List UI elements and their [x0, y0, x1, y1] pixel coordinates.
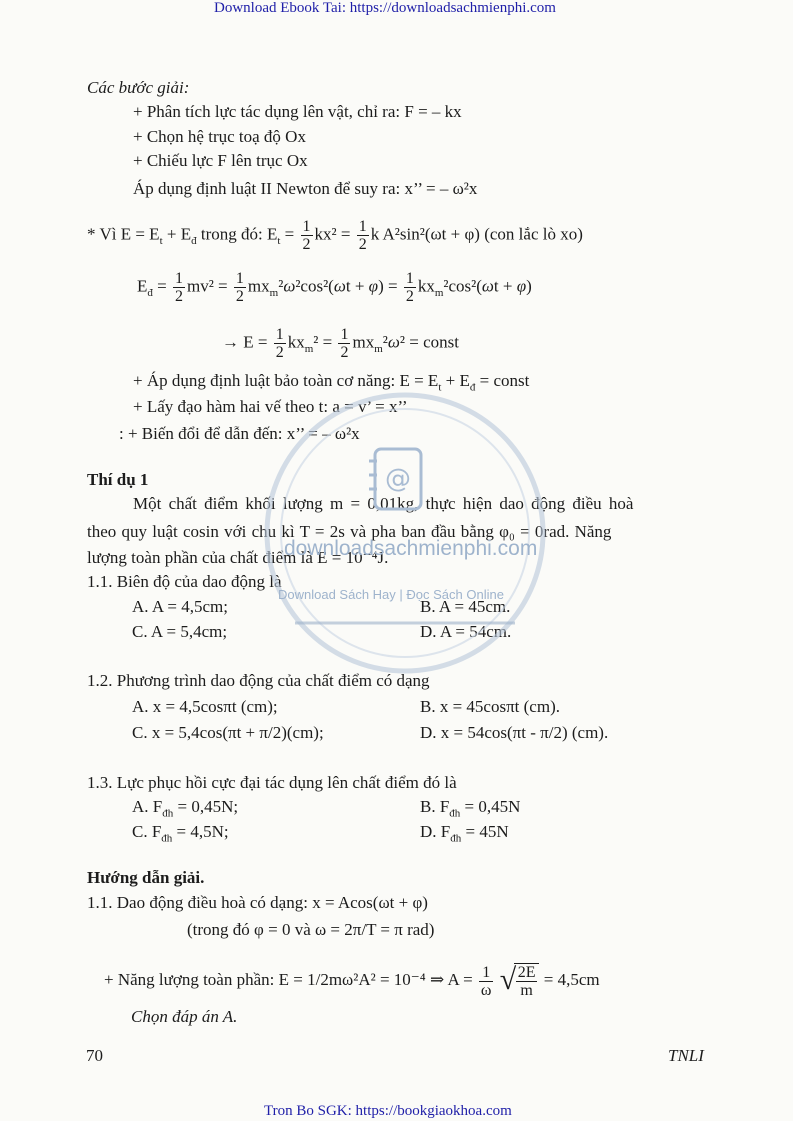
step-2: + Chọn hệ trục toạ độ Ox	[133, 127, 306, 146]
q1-option-d: D. A = 54cm.	[420, 622, 512, 641]
step-3: + Chiếu lực F lên trục Ox	[133, 151, 308, 170]
guide-title: Hướng dẫn giải.	[87, 868, 205, 887]
q2-option-b: B. x = 45cosπt (cm).	[420, 697, 560, 716]
energy-line-2: $E_đ$ = $\frac{1}{2}$ mv² = $\frac{1}{2}$ $mx_m^2\omega^2\cos^2(\omega t + \varphi)$ = $\frac{1}{2}$ $kx_m^2\cos^2(\omega t + \varphi)$	[137, 270, 532, 305]
q2-stem: 1.2. Phương trình dao động của chất điểm có dạng	[87, 671, 430, 690]
watermark	[263, 391, 548, 676]
energy-line-3: → E = $\frac{1}{2}$ $kx_m^2$ = $\frac{1}{2}$ $mx_m^2\omega^2$ = const	[222, 326, 459, 361]
step-4: Áp dụng định luật II Newton để suy ra: x’’ = – ω²x	[133, 179, 478, 198]
q1-option-b: B. A = 45cm.	[420, 597, 511, 616]
guide-line-3: + Năng lượng toàn phần: E = 1/2mω²A² = 10⁻⁴ ⇒ A = $\frac{1}{\omega}$ √ $\frac{2E}{m}$ = 4,5cm	[104, 963, 600, 999]
q3-option-d: D. $F_{đh} = 45N$	[420, 822, 509, 845]
book-code: TNLI	[668, 1046, 704, 1065]
energy-line-1: * Vì $E = E_t + E_đ$ trong đó: $E_t$ = $\frac{1}{2}$ kx² = $\frac{1}{2}$ k A²sin²(ωt + φ) (con lắc lò xo)	[87, 218, 583, 253]
step-1: + Phân tích lực tác dụng lên vật, chỉ ra: F = – kx	[133, 102, 462, 121]
guide-line-1: 1.1. Dao động điều hoà có dạng: x = Acos(ωt + φ)	[87, 893, 428, 912]
page-number: 70	[86, 1046, 103, 1065]
transform-step: : + Biến đổi để dẫn đến: x’’ = – ω²x	[119, 424, 360, 443]
watermark-circle	[263, 391, 548, 676]
watermark-site: downloadsachmienphi.com	[284, 537, 538, 560]
q2-option-c: C. x = 5,4cos(πt + π/2)(cm);	[132, 723, 324, 742]
q3-option-b: B. $F_{đh} = 0,45N$	[420, 797, 521, 820]
guide-line-2: (trong đó φ = 0 và ω = 2π/T = π rad)	[187, 920, 435, 939]
q1-option-a: A. A = 4,5cm;	[132, 597, 229, 616]
q3-stem: 1.3. Lực phục hồi cực đại tác dụng lên chất điểm đó là	[87, 773, 457, 792]
example-line-2: theo quy luật cosin với chu kì T = 2s và pha ban đầu bằng φ₀ = 0rad. Năng	[87, 522, 612, 541]
watermark-tagline: Download Sách Hay | Đọc Sách Online	[278, 587, 504, 602]
q3-option-a: A. $F_{đh} = 0,45N$;	[132, 797, 239, 820]
answer-line: Chọn đáp án A.	[131, 1007, 238, 1026]
energy-conservation: + Áp dụng định luật bảo toàn cơ năng: $E = E_t + E_đ$ = const	[133, 371, 530, 394]
svg-text:@: @	[385, 464, 411, 494]
q2-option-a: A. x = 4,5cosπt (cm);	[132, 697, 278, 716]
example-title: Thí dụ 1	[87, 470, 149, 489]
footer-link[interactable]: Tron Bo SGK: https://bookgiaokhoa.com	[264, 1103, 512, 1119]
example-line-3: lượng toàn phần của chất điểm là E = 10⁻⁴J.	[87, 548, 389, 567]
derivative-step: + Lấy đạo hàm hai vế theo t: a = v’ = x’’	[133, 397, 408, 416]
header-link[interactable]: Download Ebook Tai: https://downloadsachmienphi.com	[214, 0, 556, 16]
q1-option-c: C. A = 5,4cm;	[132, 622, 228, 641]
example-line-1: Một chất điểm khối lượng m = 0,01kg, thực hiện dao động điều hoà	[133, 494, 634, 513]
q2-option-d: D. x = 54cos(πt - π/2) (cm).	[420, 723, 609, 742]
q3-option-c: C. $F_{đh} = 4,5N$;	[132, 822, 229, 845]
steps-title: Các bước giải:	[87, 78, 190, 97]
q1-stem: 1.1. Biên độ của dao động là	[87, 572, 282, 591]
